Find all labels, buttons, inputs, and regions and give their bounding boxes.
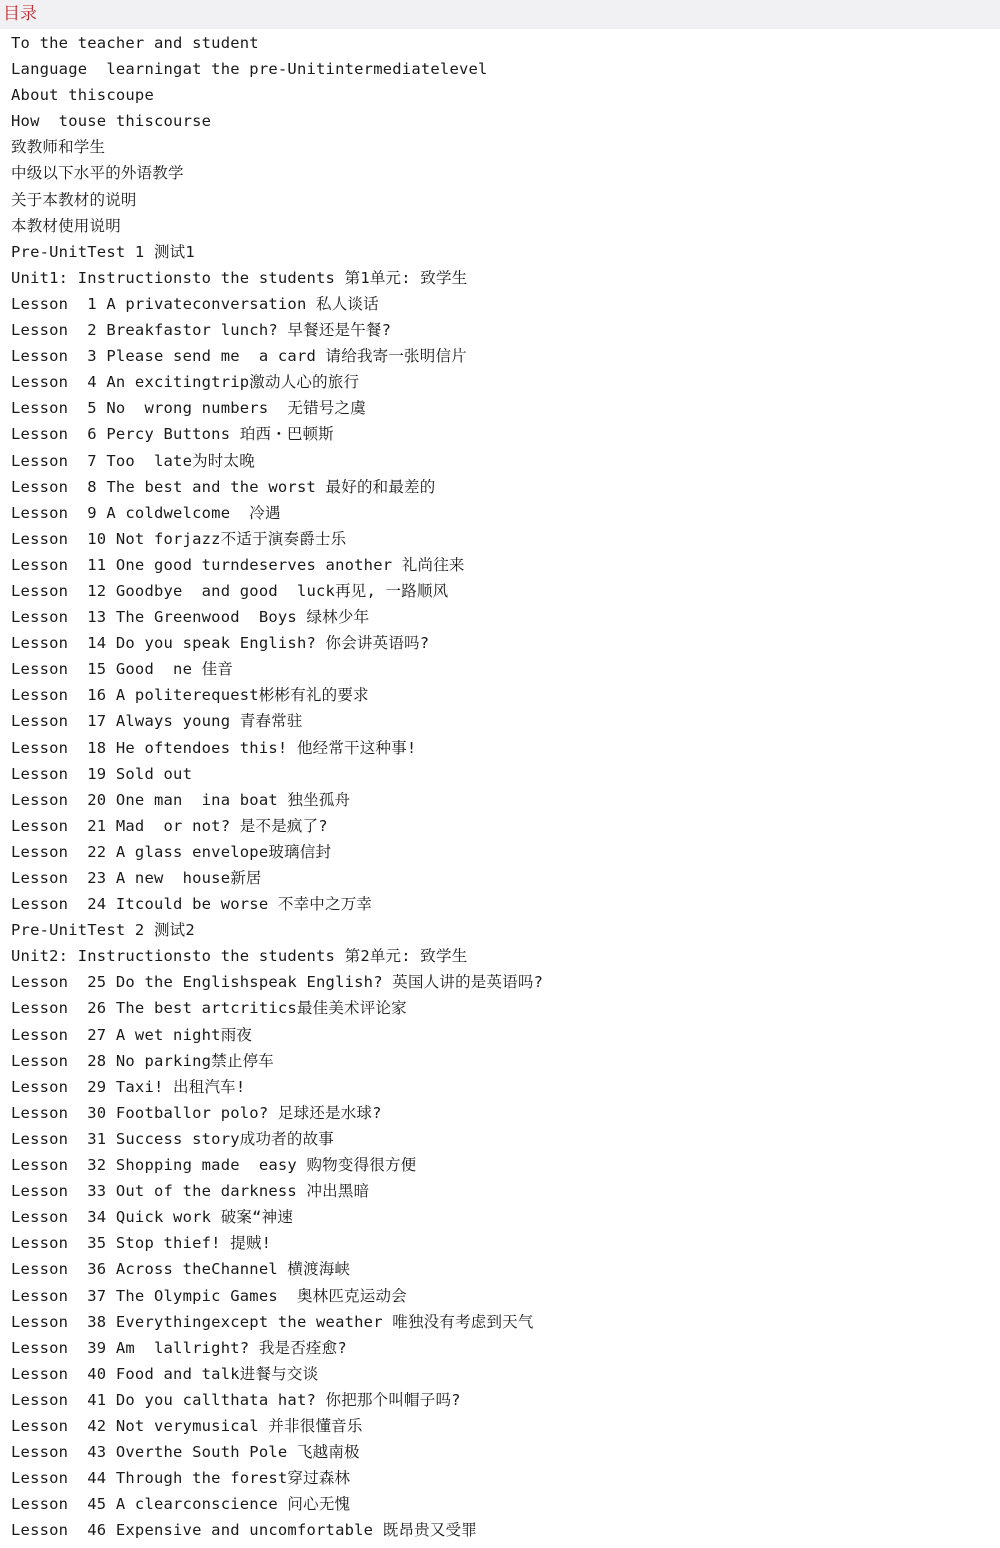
toc-entry: Lesson 22 A glass envelope玻璃信封 xyxy=(11,842,332,861)
toc-entry: Lesson 3 Please send me a card 请给我寄一张明信片 xyxy=(11,347,467,366)
toc-entry: Lesson 9 A coldwelcome 冷遇 xyxy=(11,503,281,522)
toc-entry: 本教材使用说明 xyxy=(11,216,121,235)
toc-entry: 致教师和学生 xyxy=(11,138,106,157)
toc-entry: Lesson 38 Everythingexcept the weather 唯独没有考虑到天气 xyxy=(11,1312,534,1331)
toc-entry: Lesson 43 Overthe South Pole 飞越南极 xyxy=(11,1443,360,1462)
toc-entry: Lesson 25 Do the Englishspeak English? 英国人讲的是英语吗? xyxy=(11,973,544,992)
toc-entry: Lesson 31 Success story成功者的故事 xyxy=(11,1129,334,1148)
toc-entry: Lesson 20 One man ina boat 独坐孤舟 xyxy=(11,790,351,809)
toc-entry: Unit1: Instructionsto the students 第1单元: 致学生 xyxy=(11,268,468,287)
toc-entry: 中级以下水平的外语教学 xyxy=(11,164,184,183)
toc-entry: 关于本教材的说明 xyxy=(11,190,137,209)
toc-entry: Lesson 14 Do you speak English? 你会讲英语吗? xyxy=(11,634,430,653)
toc-entry: About thiscoupe xyxy=(11,86,154,105)
toc-entry: Lesson 1 A privateconversation 私人谈话 xyxy=(11,294,379,313)
toc-entry: Lesson 46 Expensive and uncomfortable 既昂贵又受罪 xyxy=(11,1521,477,1540)
toc-entry: Lesson 28 No parking禁止停车 xyxy=(11,1051,274,1070)
toc-entry: Lesson 4 An excitingtrip激动人心的旅行 xyxy=(11,373,360,392)
toc-entry: Lesson 7 Too late为时太晚 xyxy=(11,451,255,470)
toc-entry: Lesson 17 Always young 青春常驻 xyxy=(11,712,303,731)
toc-heading: 目录 xyxy=(3,4,37,24)
toc-entry: Lesson 16 A politerequest彬彬有礼的要求 xyxy=(11,686,369,705)
toc-entry: Lesson 34 Quick work 破案“神速 xyxy=(11,1208,294,1227)
toc-entry: Lesson 11 One good turndeserves another 礼尚往来 xyxy=(11,555,465,574)
toc-entry: Lesson 13 The Greenwood Boys 绿林少年 xyxy=(11,608,370,627)
toc-entry: Lesson 18 He oftendoes this! 他经常干这种事! xyxy=(11,738,417,757)
toc-entry: Lesson 26 The best artcritics最佳美术评论家 xyxy=(11,999,407,1018)
toc-entry: Lesson 15 Good ne 佳音 xyxy=(11,660,234,679)
toc-entry: Lesson 19 Sold out xyxy=(11,764,193,783)
toc-entry: Lesson 5 No wrong numbers 无错号之虞 xyxy=(11,399,366,418)
toc-entry: Lesson 39 Am lallright? 我是否痊愈? xyxy=(11,1338,347,1357)
toc-entry: To the teacher and student xyxy=(11,34,259,52)
toc-entry: Lesson 30 Footballor polo? 足球还是水球? xyxy=(11,1103,382,1122)
toc-entry: Lesson 45 A clearconscience 问心无愧 xyxy=(11,1495,351,1514)
toc-entry: Lesson 21 Mad or not? 是不是疯了? xyxy=(11,816,328,835)
toc-entry: How touse thiscourse xyxy=(11,112,212,131)
toc-entry: Lesson 32 Shopping made easy 购物变得很方便 xyxy=(11,1156,417,1175)
toc-entry: Lesson 35 Stop thief! 提贼! xyxy=(11,1234,272,1253)
toc-entry: Lesson 23 A new house新居 xyxy=(11,869,262,887)
toc-entry: Lesson 29 Taxi! 出租汽车! xyxy=(11,1077,246,1096)
toc-entry: Pre-UnitTest 1 测试1 xyxy=(11,242,195,261)
toc-entry: Lesson 6 Percy Buttons 珀西・巴顿斯 xyxy=(11,425,334,444)
toc-entry: Lesson 24 Itcould be worse 不幸中之万幸 xyxy=(11,895,373,914)
toc-entry: Lesson 27 A wet night雨夜 xyxy=(11,1025,253,1044)
toc-entry: Lesson 36 Across theChannel 横渡海峡 xyxy=(11,1260,351,1279)
toc-entry: Lesson 40 Food and talk进餐与交谈 xyxy=(11,1364,319,1383)
toc-entry: Language learningat the pre-Unitintermediatelevel xyxy=(11,60,488,79)
toc-entry: Pre-UnitTest 2 测试2 xyxy=(11,921,195,940)
toc-entry: Lesson 37 The Olympic Games 奥林匹克运动会 xyxy=(11,1286,407,1305)
toc-entry: Lesson 10 Not forjazz不适于演奏爵士乐 xyxy=(11,529,347,548)
toc-entry: Unit2: Instructionsto the students 第2单元: 致学生 xyxy=(11,947,468,966)
toc-entry: Lesson 42 Not verymusical 并非很懂音乐 xyxy=(11,1416,363,1435)
header-bar xyxy=(0,0,1000,29)
toc-entry: Lesson 41 Do you callthata hat? 你把那个叫帽子吗? xyxy=(11,1390,461,1409)
table-of-contents xyxy=(11,30,543,1543)
toc-entry: Lesson 2 Breakfastor lunch? 早餐还是午餐? xyxy=(11,321,392,340)
toc-entry: Lesson 33 Out of the darkness 冲出黑暗 xyxy=(11,1182,370,1201)
toc-entry: Lesson 8 The best and the worst 最好的和最差的 xyxy=(11,477,436,496)
toc-entry: Lesson 12 Goodbye and good luck再见, 一路顺风 xyxy=(11,581,449,600)
toc-entry: Lesson 44 Through the forest穿过森林 xyxy=(11,1469,351,1488)
